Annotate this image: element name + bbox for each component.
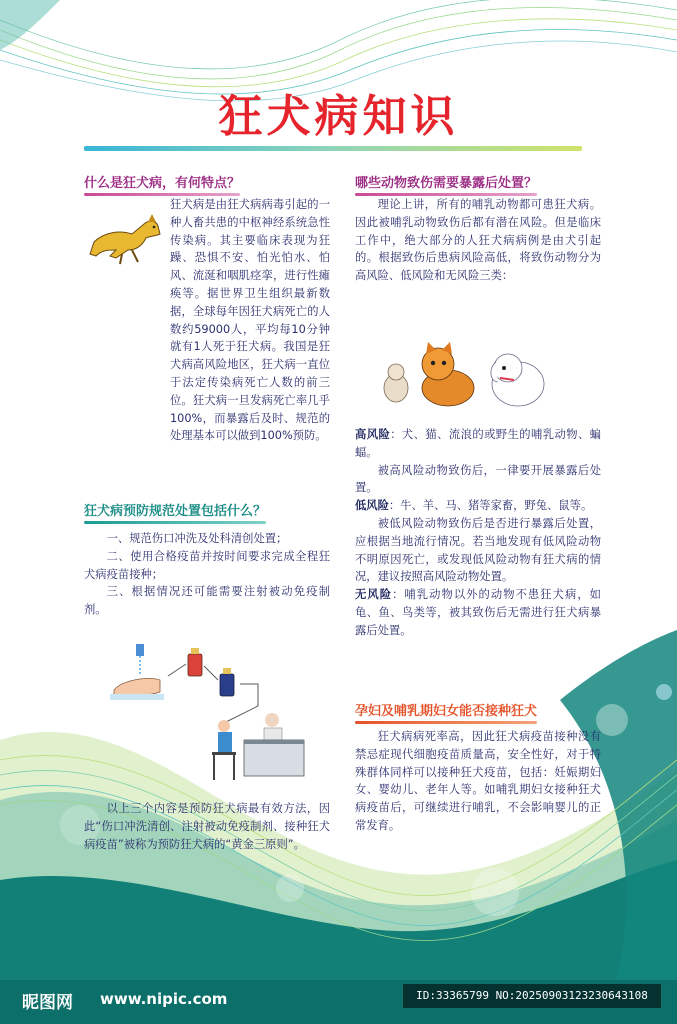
heading-what-is-rabies: 什么是狂犬病，有何特点？ xyxy=(84,172,240,191)
site-url[interactable]: www.nipic.com xyxy=(100,990,228,1008)
heading-animal-exposure: 哪些动物致伤需要暴露后处置？ xyxy=(355,172,537,191)
what-is-rabies-text: 狂犬病是由狂犬病病毒引起的一种人畜共患的中枢神经系统急性传染病。其主要临床表现为狂躁、恐惧不安、怕光怕水、怕风、流涎和咽肌痉挛，进行性瘫痪等。据世界卫生组织最新数据，全球每年因狂犬病死亡的人数约59000人，平均每10分钟就有1人死于狂犬病。我国是狂犬病高风险地区，狂犬病一直位于法定传染病死亡人数的前三位。狂犬病一旦发病死亡率几乎100%，而暴露后及时、规范的处理基本可以做到100%预防。 xyxy=(170,198,330,443)
golden-rule-text: 以上三个内容是预防狂犬病最有效方法，因此“伤口冲洗清创、注射被动免疫制剂、接种狂犬病疫苗”被称为预防狂犬病的“黄金三原则”。 xyxy=(84,802,330,851)
prevention-item-2: 二、使用合格疫苗并按时间要求完成全程狂犬病疫苗接种； xyxy=(84,549,330,581)
pregnant-women-text: 狂犬病病死率高，因此狂犬病疫苗接种没有禁忌症现代细胞疫苗质量高，安全性好，对于特殊群体同样可以接种狂犬疫苗，包括：妊娠期妇女、婴幼儿、老年人等。如哺乳期妇女接种狂犬病疫苗后，可继续进行哺乳，不会影响婴儿的正常发育。 xyxy=(355,730,601,832)
low-risk-line: 低风险：牛、羊、马、猪等家畜，野兔、鼠等。 xyxy=(355,499,593,513)
animal-exposure-text: 理论上讲，所有的哺乳动物都可患狂犬病。因此被哺乳动物致伤后都有潜在风险。但是临床工作中，绝大部分的人狂犬病病例是由犬引起的。根据致伤后患病风险高低，将致伤动物分为高风险、低风险和无风险三类： xyxy=(355,198,601,283)
risk-levels xyxy=(355,426,601,640)
prevention-item-3: 三、根据情况还可能需要注射被动免疫制剂。 xyxy=(84,585,330,617)
high-risk-line: 高风险：犬、猫、流浪的或野生的哺乳动物、蝙蝠。 xyxy=(355,428,601,459)
page-title: 狂犬病知识 xyxy=(218,91,459,142)
site-logo: 昵图网 xyxy=(22,993,73,1013)
title-underline xyxy=(84,146,582,151)
heading-pregnant-women: 孕妇及哺乳期妇女能否接种狂犬 xyxy=(355,700,537,719)
low-risk-note: 被低风险动物致伤后是否进行暴露后处置，应根据当地流行情况。若当地发现有低风险动物不明原因死亡，或发现低风险动物有狂犬病的情况，建议按照高风险动物处置。 xyxy=(355,516,601,584)
prevention-list xyxy=(84,530,330,619)
no-risk-line: 无风险：哺乳动物以外的动物不患狂犬病，如龟、鱼、鸟类等，被其致伤后无需进行狂犬病暴露后处置。 xyxy=(355,588,601,637)
treatment-illustration xyxy=(108,640,328,790)
prevention-item-1: 一、规范伤口冲洗及处科清创处置； xyxy=(106,532,288,545)
high-risk-note: 被高风险动物致伤后，一律要开展暴露后处置。 xyxy=(355,463,601,495)
heading-prevention: 狂犬病预防规范处置包括什么？ xyxy=(84,500,266,519)
pets-illustration xyxy=(378,338,558,418)
image-id-label: ID:33365799 NO:20250903123230643108 xyxy=(403,984,661,1008)
